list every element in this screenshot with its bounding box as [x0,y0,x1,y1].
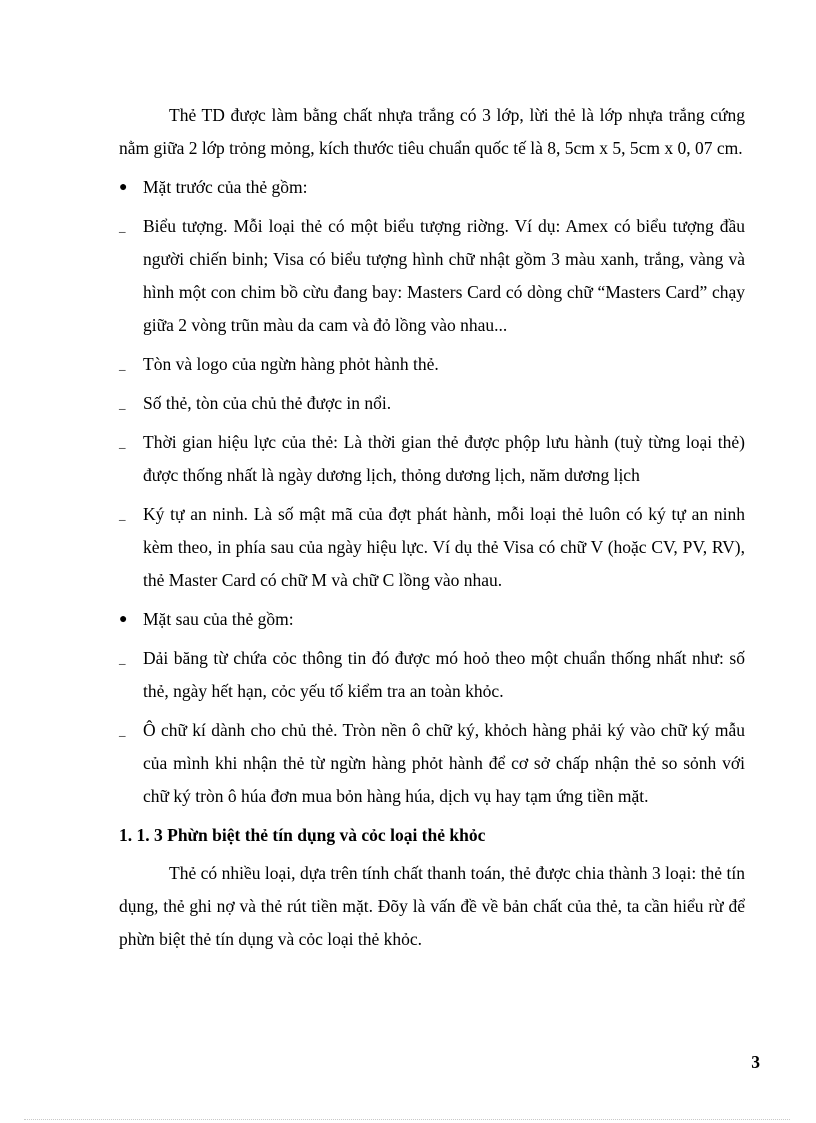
dash-icon: _ [119,357,126,372]
page-bottom-border [24,1119,790,1120]
bullet-icon: ● [119,180,128,195]
list-item [119,348,745,381]
intro-paragraph: Thẻ TD được làm bằng chất nhựa trắng có 3 lớp, lừi thẻ là lớp nhựa trắng cứng nằm giữa 2 lớp trỏng mỏng, kích thước tiêu chuẩn quốc tế là 8, 5cm x 5, 5cm x 0, 07 cm. [119,105,745,158]
list-item-text: Ô chữ kí dành cho chủ thẻ. Tròn nền ô chữ ký, khỏch hàng phải ký vào chữ ký mẫu của mình khi nhận thẻ từ ngừn hàng phỏt hành để cơ sở chấp nhận thẻ so sỏnh với chữ ký tròn ô húa đơn mua bỏn hàng húa, dịch vụ hay tạm ứng tiền mặt. [143,720,745,806]
list-item-text: Dải băng từ chứa cỏc thông tin đó được mó hoỏ theo một chuẩn thống nhất như: số thẻ, ngày hết hạn, cỏc yếu tố kiểm tra an toàn khỏc. [143,648,745,701]
back-side-heading [119,603,745,636]
list-item [119,714,745,813]
front-side-heading [119,171,745,204]
dash-icon: _ [119,723,126,738]
list-item [119,642,745,708]
document-body [119,99,745,962]
list-item-text: Ký tự an ninh. Là số mật mã của đợt phát hành, mỗi loại thẻ luôn có ký tự an ninh kèm theo, in phía sau của ngày hiệu lực. Ví dụ thẻ Visa có chữ V (hoặc CV, PV, RV), thẻ Master Card có chữ M và chữ C lồng vào nhau. [143,504,745,590]
list-item-text: Thời gian hiệu lực của thẻ: Là thời gian thẻ được phộp lưu hành (tuỳ từng loại thẻ) được thống nhất là ngày dương lịch, thỏng dương lịch, năm dương lịch [143,432,745,485]
dash-icon: _ [119,507,126,522]
list-item [119,426,745,492]
list-item-text: Biểu tượng. Mỗi loại thẻ có một biểu tượng riờng. Ví dụ: Amex có biểu tượng đầu người chiến binh; Visa có biểu tượng hình chữ nhật gồm 3 màu xanh, trắng, vàng và hình một con chim bồ cừu đang bay: Masters Card có dòng chữ “Masters Card” chạy giữa 2 vòng trũn màu da cam và đỏ lồng vào nhau... [143,216,745,335]
closing-paragraph: Thẻ có nhiều loại, dựa trên tính chất thanh toán, thẻ được chia thành 3 loại: thẻ tín dụng, thẻ ghi nợ và thẻ rút tiền mặt. Đõy là vấn đề về bản chất của thẻ, ta cần hiểu rừ để phừn biệt thẻ tín dụng và cỏc loại thẻ khỏc. [119,863,745,949]
list-item [119,387,745,420]
dash-icon: _ [119,219,126,234]
dash-icon: _ [119,435,126,450]
list-item-text: Tòn và logo của ngừn hàng phỏt hành thẻ. [143,354,439,374]
back-heading-text: Mặt sau của thẻ gồm: [143,609,294,629]
bullet-icon: ● [119,612,128,627]
dash-icon: _ [119,396,126,411]
section-heading: 1. 1. 3 Phừn biệt thẻ tín dụng và cỏc loại thẻ khỏc [119,825,486,845]
page-number: 3 [751,1052,760,1072]
list-item [119,498,745,597]
dash-icon: _ [119,651,126,666]
list-item [119,210,745,342]
list-item-text: Số thẻ, tòn của chủ thẻ được in nổi. [143,393,392,413]
front-heading-text: Mặt trước của thẻ gồm: [143,177,308,197]
